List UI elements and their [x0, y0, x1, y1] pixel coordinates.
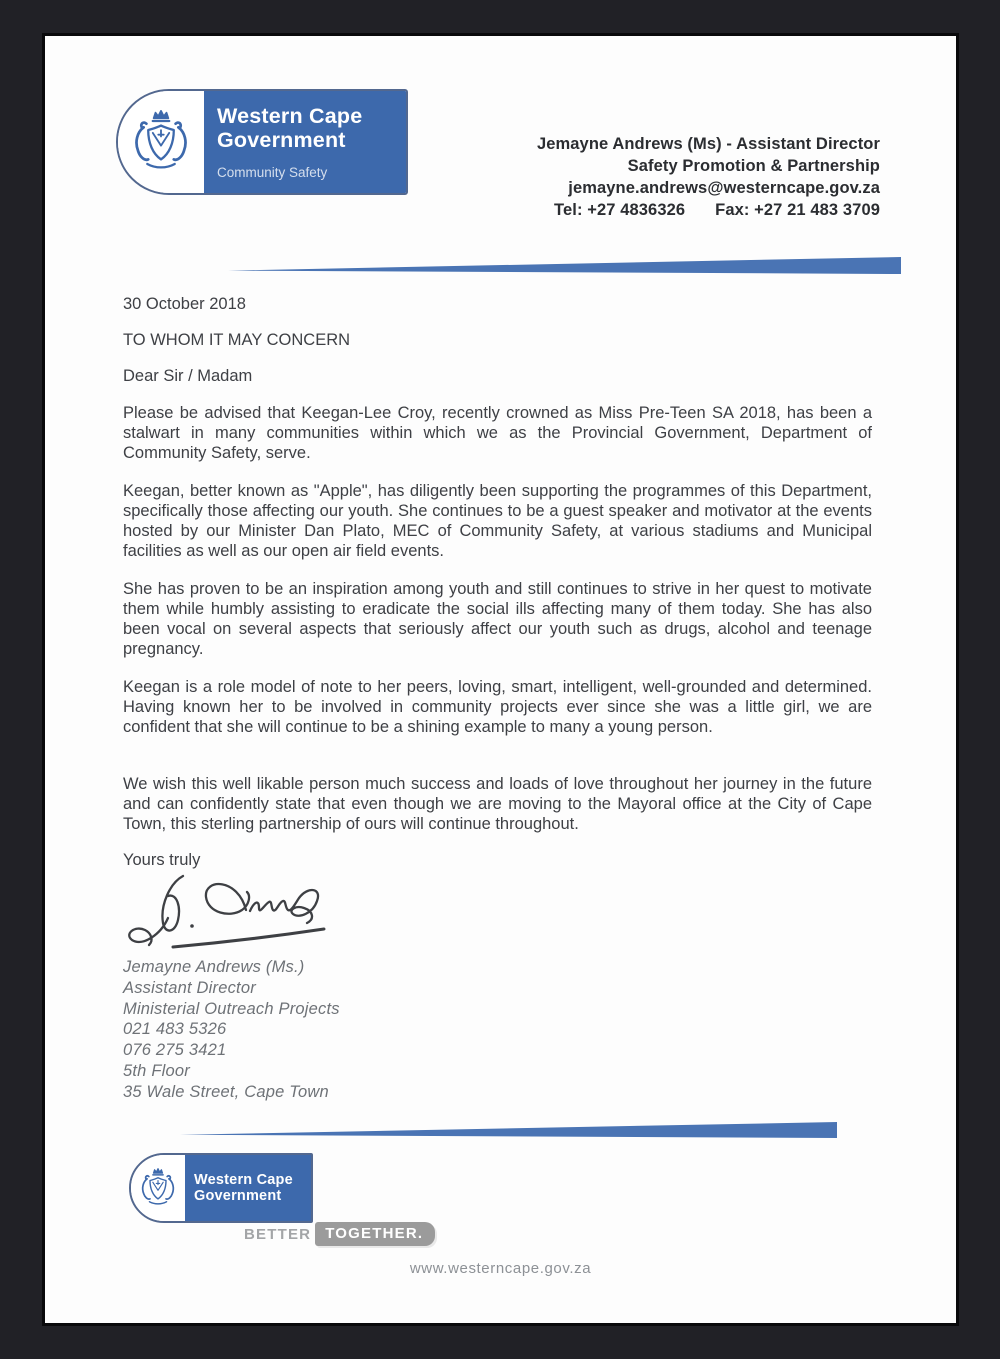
signer-phone-1: 021 483 5326 [123, 1020, 227, 1039]
contact-phone-line [537, 199, 880, 221]
letter-date: 30 October 2018 [123, 295, 246, 313]
logo-org-line1: Western Cape [217, 103, 363, 128]
logo-text-panel [204, 91, 406, 193]
handwritten-signature [117, 868, 357, 968]
letter-page [45, 36, 956, 1323]
contact-name-title: Jemayne Andrews (Ms) - Assistant Director [536, 135, 880, 153]
letter-closing: Yours truly [123, 851, 201, 869]
logo-text-panel [185, 1155, 311, 1221]
motto-better-text: BETTER [244, 1225, 312, 1243]
signer-floor: 5th Floor [123, 1061, 190, 1080]
logo-department: Community Safety [217, 165, 328, 181]
paragraph-5: We wish this well likable person much success and loads of love throughout her journey in the future and can confidently state that even though we are moving to the Mayoral office at the City of Cape Town, this sterling partnership of ours will continue throughout. [123, 775, 872, 833]
header-swoosh-divider [228, 257, 901, 274]
contact-unit: Safety Promotion & Partnership [627, 157, 880, 175]
logo-org-line2: Government [217, 128, 346, 152]
paragraph-2: Keegan, better known as "Apple", has diligently been supporting the programmes of this Department, specifically those affecting our youth. She continues to be a guest speaker and motivator at the events hosted by our Minister Dan Plato, MEC of Community Safety, at various stadiums and Municipal facilities as well as our open air field events. [123, 482, 872, 560]
header-contact-block [537, 133, 880, 221]
signer-unit: Ministerial Outreach Projects [123, 999, 340, 1018]
coat-of-arms-icon [118, 91, 204, 193]
wcg-footer-logo [129, 1153, 313, 1223]
letter-salutation: Dear Sir / Madam [123, 367, 253, 385]
contact-fax: Fax: +27 21 483 3709 [715, 201, 880, 219]
motto-together-badge: TOGETHER. [315, 1222, 435, 1246]
contact-tel: Tel: +27 4836326 [554, 201, 686, 219]
footer-swoosh-divider [180, 1122, 837, 1138]
contact-email: jemayne.andrews@westerncape.gov.za [568, 179, 880, 197]
paragraph-4: Keegan is a role model of note to her peers, loving, smart, intelligent, well-grounded and determined. Having known her to be involved in community projects ever since she was a little girl, we are confident that she will continue to be a shining example to many a young person. [123, 678, 872, 736]
motto-better-together [244, 1222, 435, 1246]
website-url: www.westerncape.gov.za [409, 1260, 592, 1277]
letter-subject: TO WHOM IT MAY CONCERN [123, 331, 351, 349]
signer-name: Jemayne Andrews (Ms.) [123, 958, 305, 976]
logo-org-line2: Government [194, 1188, 282, 1204]
signer-title: Assistant Director [123, 978, 256, 997]
signer-address: 35 Wale Street, Cape Town [123, 1082, 329, 1101]
logo-org-line1: Western Cape [194, 1171, 293, 1188]
signer-phone-2: 076 275 3421 [123, 1041, 227, 1060]
paragraph-3: She has proven to be an inspiration among youth and still continues to strive in her quest to motivate them while humbly assisting to eradicate the social ills affecting many of them today. She has also been vocal on several aspects that seriously affect our youth such as drugs, alcohol and teenage pregnancy. [123, 580, 872, 658]
paragraph-1: Please be advised that Keegan-Lee Croy, recently crowned as Miss Pre-Teen SA 2018, has been a stalwart in many communities within which we as the Provincial Government, Department of Community Safety, serve. [123, 404, 872, 462]
coat-of-arms-icon [131, 1155, 185, 1221]
wcg-header-logo [116, 89, 408, 195]
signature-block [123, 957, 340, 1103]
